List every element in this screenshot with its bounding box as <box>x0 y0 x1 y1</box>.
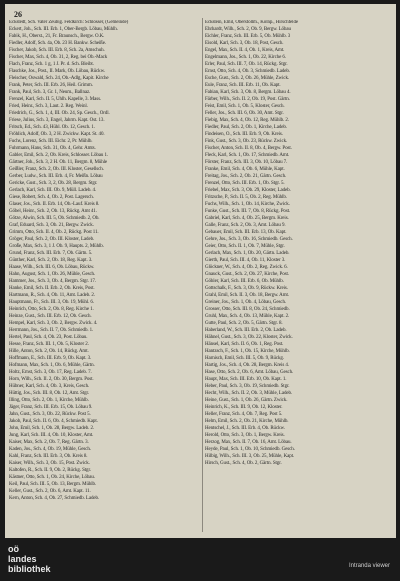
directory-entry: Greiner, Jos., Sch. 1, Ob. 4, Löbau, Gesch. <box>205 300 287 305</box>
directory-entry: Fuchs, Lorenz, Sch. III. Eichr. 2, Pr. Mühlb. <box>9 139 93 144</box>
directory-entry: Hille, Anton, Sch. 2, Ob. 14, Rückg. Amt. <box>9 349 89 354</box>
directory-entry: Engel, Max, Sch. II. 4, Ob. 1, Kreis, Amt. <box>205 48 285 53</box>
column-divider <box>202 18 203 532</box>
directory-entry: Hänsel, Karl, Sch. II. 6, Ob. 1, Reg. Post. <box>205 342 284 347</box>
viewer-watermark: Intranda viewer <box>348 563 390 569</box>
directory-entry: Esche, Gust., Sch. 2, Ob. 26, Mühle, Zwick. <box>205 76 290 81</box>
directory-entry: Jakob, Paul, Sch. II. 6, Ob. 4, Schmiedb. Kapt. <box>9 419 98 424</box>
directory-entry: Eichler, Franz, Sch. III. Erb. 5, Ob. Mühlb. 3 <box>205 34 291 39</box>
directory-entry: Harnisch, Emil, Sch. III. 5, Ob. 9, Rückg. <box>205 356 284 361</box>
directory-entry: Hertel, Paul, Sch. 4, Ob. 23, Post. Löbau. <box>9 335 88 340</box>
directory-entry: Hanke, Emil, Sch. II. Erb. 2, Ob. Kreis, Post. <box>9 286 95 291</box>
directory-entry: Kaiser, Wilh., Sch. 3, Ob. 15, Post. Zwick. <box>9 461 90 466</box>
directory-entry: Grosser, Otto, Sch. III. 8, Ob. 24, Schmiedb. <box>205 307 290 312</box>
directory-entry: Freitag, Jos., Sch. 2, Ob. 21, Gärtn. Gesch. <box>205 174 287 179</box>
directory-entry: Findeisen, O., Sch. III. Erb. 9, Ob. Kreis. <box>205 132 283 137</box>
directory-entry: Eckstein, Emil, Oberstollm., Kolnp., Hirschfelde <box>205 20 298 25</box>
directory-entry: Heller, Franz, Sch. 4, Ob. 7, Reg. Post 5. <box>205 412 283 417</box>
directory-entry: John, Emil, Sch. 1, Ob. 28, Bergw. Ladeb. 2. <box>9 426 95 431</box>
directory-entry: Kästner, Otto, Sch. 1, Ob. 24, Kirche, Löbau. <box>9 475 95 480</box>
directory-entry: Hesse, Franz, Sch. III. 1, Ob. 5, Kloster 2. <box>9 342 89 347</box>
library-logo <box>8 545 51 574</box>
logo-mark: oö <box>8 544 19 554</box>
directory-entry: Keller, Gust., Sch. 2, Ob. 6, Amt. Kapt. 11. <box>9 489 91 494</box>
document-page <box>5 4 396 538</box>
directory-entry: Hentschel, J., Sch. III. Erb. 4, Ob. Rückw. <box>205 426 285 431</box>
directory-entry: Ernst, Otto, Sch. 4, Ob. 3, Schmiedb. Ladeb. <box>205 69 290 74</box>
directory-entry: Gnauck, Gust., Sch. 2, Ob. 27, Kirche, Post. <box>205 272 289 277</box>
directory-entry: Illing, Otto, Sch. 2, Ob. 1, Kirche, Mühlb. <box>9 398 89 403</box>
directory-entry: Gutte, Paul, Sch. 2, Ob. 5, Gärtn. Stgr. 8. <box>205 321 283 326</box>
directory-entry: Fleck, Karl, Sch. 1, Ob. 17, Schmiedb. Amt. <box>205 153 290 158</box>
directory-entry: Förster, Franz, Sch. III. 3, Ob. 10, Löbau 7. <box>205 160 288 165</box>
directory-entry: Gabriel, Karl, Sch. 4, Ob. 25, Bergm. Kreis. <box>205 216 289 221</box>
directory-entry: Grund, Franz, Sch. III. Erb. 7, Ob. Gärtn. 5. <box>9 251 93 256</box>
directory-entry: Glaser, Jos., Sch. II. Erb. 14, Ob.-Lauf. Kreis 8. <box>9 202 100 207</box>
directory-entry: Feller, Jos., Sch. III. 6, Ob. 30, Amt. Stgr. <box>205 111 284 116</box>
directory-entry: Glöckner, W., Sch. 4, Ob. 2, Reg. Zwick. 6. <box>205 265 288 270</box>
directory-entry: Fink, Gust., Sch. 3, Ob. 23, Rückw. Zwick. <box>205 139 288 144</box>
directory-entry: Feist, Emil, Sch. 1, Ob. 5, Kloster, Gesch. <box>205 104 285 109</box>
directory-entry: Gericke, Gust., Sch. 3, 2, Ob. 28, Bergm. Stgr. <box>9 181 98 186</box>
directory-entry: Günther, Karl, Sch. 2, Ob. 18, Reg. Kapt. 3. <box>9 258 93 263</box>
directory-entry: Hilbig, Wilh., Sch. III. 3, Ob. 25, Mühle, Kapt. <box>205 454 295 459</box>
directory-entry: Eule, Franz, Sch. III. Erb. 11, Ob. Kapt. <box>205 83 281 88</box>
directory-entry: Holtz, Ernst, Sch. 3, Ob. 17, Reg. Ladeb. 7. <box>9 370 92 375</box>
directory-entry: Hempel, Karl, Sch. 3, Ob. 2, Bergw. Zwick. 4. <box>9 321 98 326</box>
directory-entry: Eisold, Karl, Sch. 3, Ob. 18, Post, Gesch. <box>205 41 284 46</box>
directory-entry: Fiebig, Max, Sch. 4, Ob. 12, Reg. Mühlb. 2. <box>205 118 289 123</box>
directory-entry: Friese, Julius, Sch. 3, Engel, Jahrm. Kapt. Ost. 13. <box>9 118 105 123</box>
directory-entry: Haase, Wilh., Sch. III. 6, Ob. Löbau, Rückw. <box>9 265 95 270</box>
directory-entry: Jung, Karl, Sch. III. 4, Ob. 10, Kloster, Amt. <box>9 433 94 438</box>
directory-entry: Gottschalk, F., Sch. 3, Ob. 9, Rückw. Kreis. <box>205 286 288 291</box>
directory-entry: Engelmann, Jos., Sch. 1, Ob. 22, Kirche 6. <box>205 55 286 60</box>
directory-entry: Frenzel, Otto, Sch. III. Erb. 1, Ob. Stgr. 5. <box>205 181 285 186</box>
directory-entry: Hofmann, Max, Sch. 1, Ob. 6, Mühle, Gärtn. <box>9 363 95 368</box>
directory-entry: Fuchs, Wilh., Sch. 1, Ob. 14, Kirche, Zwick. <box>205 202 290 207</box>
directory-entry: Gröger, Paul, Sch. 2, Ob. III. Kloster, Ladeb. <box>9 237 95 242</box>
directory-entry: Hartmann, R., Sch. 4, Ob. 11, Amt. Ladeb. 2. <box>9 293 95 298</box>
directory-entry: Hähnel, Gust., Sch. 3, Ob. 22, Kloster, Zwick. <box>205 335 293 340</box>
directory-entry: Jahn, Gust., Sch. 3, Ob. 22, Rückw. Post 5. <box>9 412 91 417</box>
directory-entry: Grahl, Emil, Sch. II. 3, Ob. 18, Bergw. Amt. <box>205 293 289 298</box>
directory-entry: Grimm, Otto, Sch. II. 4, Ob. 2, Rückg. Post 11. <box>9 230 99 235</box>
directory-entry: Gerber, Ludw., Sch. III. Erb. 4, Fr. Meißn. Löbau <box>9 174 103 179</box>
directory-entry: Hauptmann, Fr., Sch. III. 3, Ob. 19, Mühl. 6. <box>9 300 94 305</box>
directory-entry: Kern, Anton, Sch. 4, Ob. 27, Schmiedb. Ladeb. <box>9 496 100 501</box>
directory-entry: Heinze, Gust., Sch. III. Erb. 12, Ob. Gesch. <box>9 314 92 319</box>
directory-entry: Färber, Wilh., Sch. II. 2, Ob. 19, Post. Gärtn. <box>205 97 290 102</box>
directory-entry: Göbel, Heinr., Sch. 2, Ob. 13, Rückg. Amt 41. <box>9 209 97 214</box>
directory-entry: Fröhlich, Adolf, Ob. 3, 2 H. Zwickw. Kapt. St. 40. <box>9 132 105 137</box>
directory-entry: Kahl, Franz, Sch. III. Erb. 3, Ob. Kreis 8. <box>9 454 88 459</box>
directory-entry: Gebauer, Emil, Sch. III. Erb. 13, Ob. Kapt. <box>205 230 287 235</box>
directory-entry: Hübner, Karl, Sch. 4, Ob. 3, Kreis, Gesch. <box>9 384 90 389</box>
directory-entry: Gierth, Paul, Sch. III. 4, Ob. 11, Kloster 3. <box>205 258 286 263</box>
directory-entry: Große, Max, Sch. 3, 1 J. Ob. 9, Haupts. 2, Mühlb. <box>9 244 104 249</box>
directory-entry: Hartig, Jos., Sch. 4, Ob. 28, Bergm. Kreis 4. <box>205 363 289 368</box>
directory-entry: Heber, Paul, Sch. 3, Ob. 19, Schmiedb. Stgr. <box>205 384 290 389</box>
directory-entry: Jäger, Franz, Sch. III. Erb. 15, Ob. Löbau 9. <box>9 405 93 410</box>
directory-entry: Giese, Robert, Sch. 4, Ob. 2, Post. Lagersch. <box>9 195 94 200</box>
directory-entry: Kaltofen, R., Sch. II. 9, Ob. 2, Rückg. Stgr. <box>9 468 91 473</box>
directory-entry: Herrmann, Jos., Sch. II. 7, Ob. Schmiedb. 1. <box>9 328 94 333</box>
directory-entry: Kaden, Jos., Sch. 4, Ob. 19, Mühle, Gesch. <box>9 447 91 452</box>
directory-entry: Herzog, Max, Sch. II. 7, Ob. 16, Amt. Löbau. <box>205 440 292 445</box>
directory-entry: Kaiser, Max, Sch. 2, Ob. 7, Reg. Gärtn. 3. <box>9 440 89 445</box>
directory-entry: Haberland, W., Sch. III. Erb. 2, Ob. Ladeb. <box>205 328 287 333</box>
directory-entry: Franke, Emil, Sch. 4, Ob. 6, Mühle, Kapt. <box>205 167 285 172</box>
directory-entry: Heine, Gust., Sch. 1, Ob. 26, Gärtn. Zwick. <box>205 398 288 403</box>
directory-entry: Heyde, Paul, Sch. 1, Ob. 10, Schmiedb. Gesch. <box>205 447 295 452</box>
directory-entry: Frenzel, Karl, Sch. II. 5, Uhlh. Kapelle, 3. Mass. <box>9 97 102 102</box>
directory-entry: Göhler, Karl, Sch. III. Erb. 6, Ob. Mühlb. <box>205 279 284 284</box>
directory-entry: Galle, Franz, Sch. 2, Ob. 3, Amt. Löbau 9. <box>205 223 286 228</box>
directory-entry: Ehrhardt, Wilh., Sch. 2, Ob. 9, Bergw. Löbau <box>205 27 291 32</box>
directory-entry: Hammer, Jos., Sch. 3, Ob. 4, Bergm. Stgr. 17. <box>9 279 96 284</box>
directory-entry: Frank, Paul, Sch. 3, Gr. 1, Neum., Ballnaz. <box>9 90 91 95</box>
directory-entry: Graf, Eduard, Sch. 3, Ob. 21, Bergw. Zwick. <box>9 223 94 228</box>
directory-entry: Herold, Otto, Sch. 3, Ob. 1, Bergw. Kreis. <box>205 433 285 438</box>
directory-entry: Götze, Alwin, Sch. III. 5, Ob. Schmiedb. 2, Ob. <box>9 216 100 221</box>
directory-entry: Gerlach, Karl, Sch. III. Ob. 9, Müll. Ladeb. 4. <box>9 188 97 193</box>
directory-entry: Fiedler, Paul, Sch. 2, Ob. 1, Kirche, Ladeb. <box>205 125 287 130</box>
directory-entry: Fischer, Max, Sch. 4, Ob. 31, 2, Reg. bei Ob.-Mack <box>9 55 108 60</box>
directory-entry: Hase, Otto, Sch. 2, Ob. 6, Amt. Löbau, Gesch. <box>205 370 294 375</box>
directory-entry: Gerlach, Max, Sch. 1, Ob. 20, Gärtn. Ladeb. <box>205 251 290 256</box>
footer-bar <box>0 538 400 581</box>
directory-entry: Fritzsche, P., Sch. II. 5, Ob. 2, Reg. Mühlb. <box>205 195 287 200</box>
right-column <box>205 20 393 532</box>
directory-entry: Hüttig, Jos., Sch. III. 8, Ob. 12, Amt. Stgr. <box>9 391 89 396</box>
directory-entry: Fabian, Karl, Sch. 3, Ob. 8, Bergm. Löbau 4. <box>205 90 291 95</box>
directory-entry: Fried, Heinr., Sch. 3, Laut. 2. Reg. Weinl. <box>9 104 88 109</box>
directory-entry: Helm, Emil, Sch. 2, Ob. 21, Kirche, Mühlb. <box>205 419 289 424</box>
directory-entry: Fischer, Jakob, Sch. III. Erb. 8, Sch. 2a, Amschuh. <box>9 48 105 53</box>
directory-entry: Hahn, August, Sch. 1, Ob. 26, Mühle, Gesch. <box>9 272 96 277</box>
logo-line-2: bibliothek <box>8 564 51 574</box>
directory-entry: Frank, Peter, Sch. III. Erb. 26, Heil. Grimm. <box>9 83 93 88</box>
page-number: 26 <box>14 10 22 19</box>
left-column <box>9 20 197 532</box>
directory-entry: Eckstedt, Sch. Vater Zeubig. Feldkirch: Schlosser, (Gemeinde) <box>9 20 129 25</box>
directory-entry: Eckert, Joh., Sch. III. Erb. 1, Ober-Bergb. Löbau, Mühlh. <box>9 27 118 32</box>
directory-entry: Fischer, Anton, Sch. II. 8, Ob. 4, Bergw. Post. <box>205 146 292 151</box>
directory-entry: Heinrich, K., Sch. III. 9, Ob. 12, Kloster. <box>205 405 283 410</box>
directory-entry: Flach, Franz, Sch. 1 g, 1 J. Pr. d. Sch. Bleibt. <box>9 62 94 67</box>
directory-entry: Gruhl, Max, Sch. 4, Ob. 13, Mühle, Kapt. 2. <box>205 314 290 319</box>
directory-entry: Flaschke, Jos., Post., II. Mark, Ob. Löbau, Rückw. <box>9 69 105 74</box>
directory-entry: Hantzsch, F., Sch. 1, Ob. 15, Kirche, Mühlb. <box>205 349 290 354</box>
directory-entry: Fleischer, Oswald, Sch. 24, Ob.-Adlg, Kapit. Kirche <box>9 76 109 81</box>
directory-entry: Hoffmann, E., Sch. III. Erb. 9, Ob. Kapt. 3. <box>9 356 92 361</box>
directory-entry: Horn, Wilh., Sch. II. 2, Ob. 30, Bergm. Post. <box>9 377 94 382</box>
directory-entry: Gehre, Jos., Sch. 3, Ob. 16, Schmiedb. Gesch. <box>205 237 293 242</box>
directory-entry: Geier, Otto, Sch. II. 1, Ob. 7, Mühle, Stgr. <box>205 244 285 249</box>
directory-entry: Funke, Gust., Sch. III. 7, Ob. 8, Rückg. Post. <box>205 209 291 214</box>
directory-entry: Gärtner, Joh., Sch. 3, 2 H. Ob. 11, Bergm. 8, Mühle <box>9 160 108 165</box>
logo-line-1: landes <box>8 554 37 564</box>
directory-entry: Friebel, Max, Sch. 3, Ob. 29, Kloster, Ladeb. <box>205 188 291 193</box>
directory-entry: Keil, Paul, Sch. III. 5, Ob. 13, Bergm. Mühlb. <box>9 482 97 487</box>
directory-entry: Heinrich, Otto, Sch. 2, Ob. 8, Reg. Kirche 1. <box>9 307 94 312</box>
directory-entry: Hirsch, Gust., Sch. 4, Ob. 2, Gärtn. Stgr. <box>205 461 282 466</box>
directory-entry: Erler, Paul, Sch. III. 7, Ob. 14, Rückg. Stgr. <box>205 62 288 67</box>
directory-entry: Gabler, Emil, Sch. 2, Ob. Kreis, Schlosser. Löbau 1. <box>9 153 109 158</box>
directory-entry: Hecht, Wilh., Sch. II. 2, Ob. 3, Mühle, Ladeb. <box>205 391 293 396</box>
directory-entry: Fuhrmann, Hans, Sch. 31, Ob. 4, Gehr. Amts. <box>9 146 96 151</box>
directory-entry: Fritsch, Ed., Sch. 43, Hühl. Ob. 12, Gesch. 1. <box>9 125 95 130</box>
directory-entry: Fiedler, Adolf, Sch. 4a, Ob. 23 H. Bankw. Scheiße. <box>9 41 106 46</box>
directory-entry: Haupt, Max, Sch. III. Erb. 10, Ob. Kapt. 1. <box>205 377 287 382</box>
directory-entry: Friedrich, G., Sch. 1, 4, III. Ob. 24, Sp. Gesch., Ordl. <box>9 111 110 116</box>
directory-entry: Geißler, Franz, Sch. 2, Ob. III. Kloster, Gesellsch. <box>9 167 104 172</box>
directory-entry: Fabik, H., Oberst., 21, Fr. Braunsch., Bergw. O.K. <box>9 34 105 39</box>
